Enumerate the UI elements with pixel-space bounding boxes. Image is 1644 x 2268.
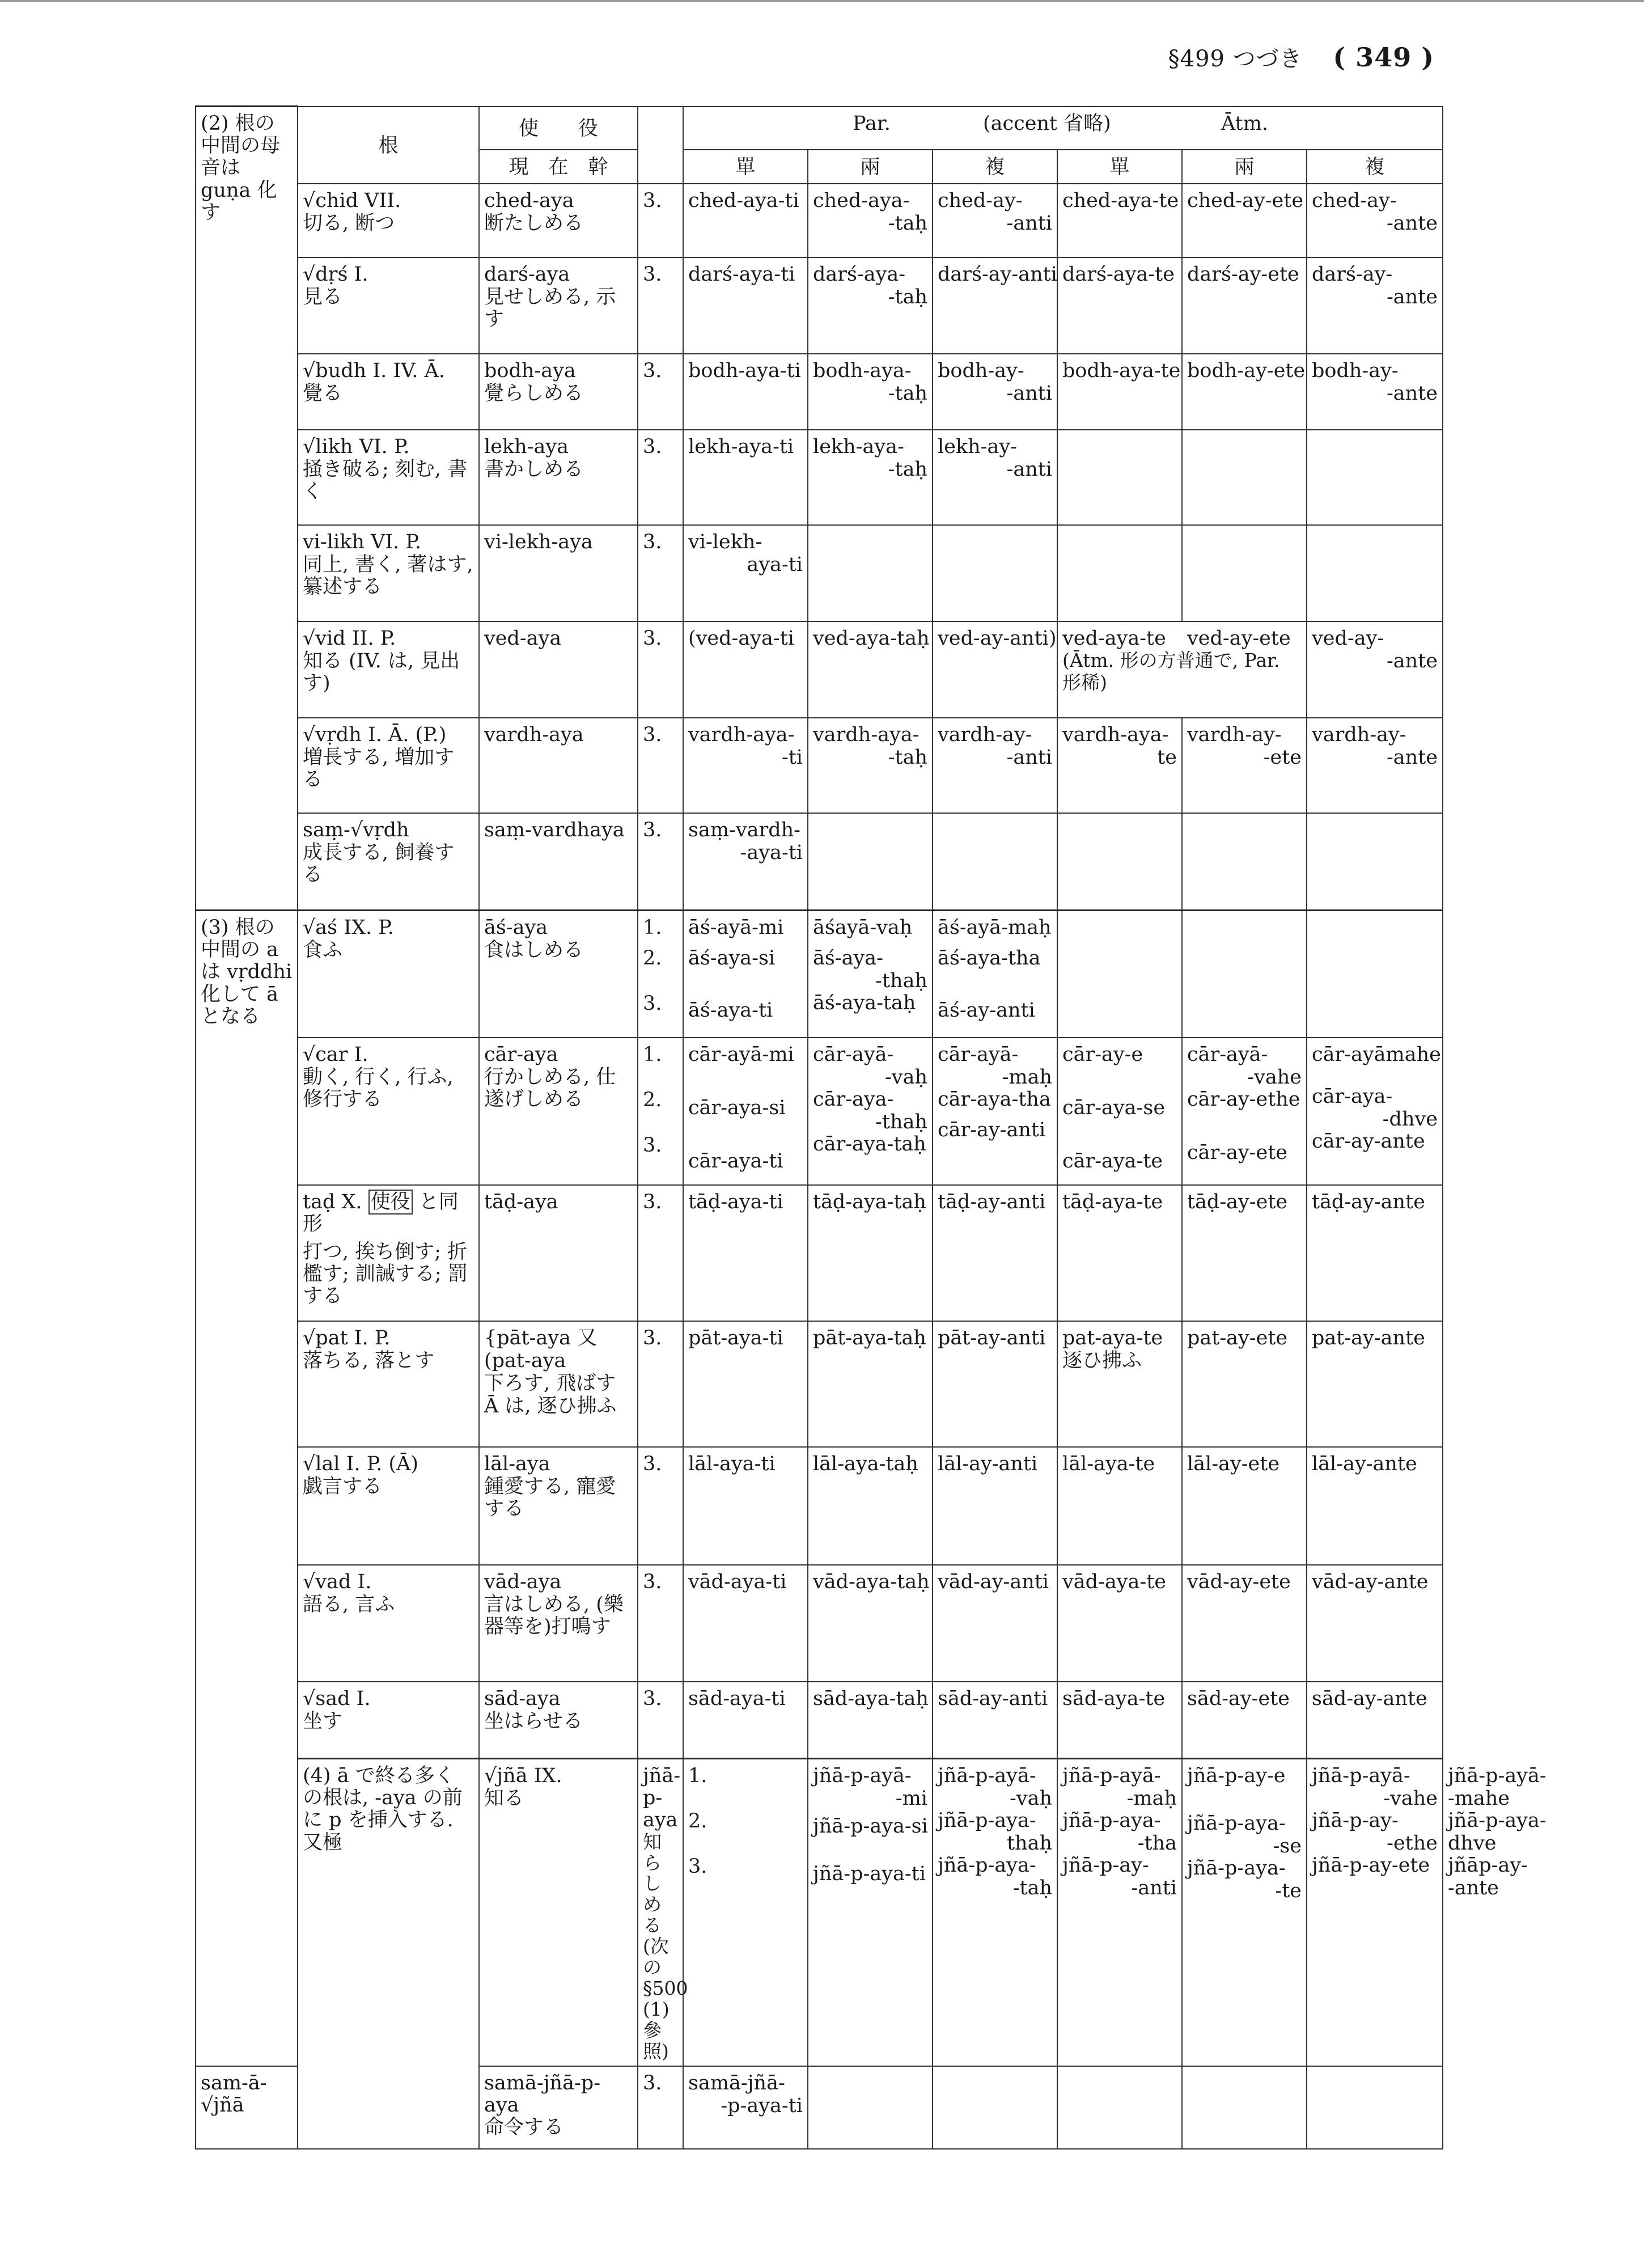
par-pl-cell: āś-ayā-maḥ āś-aya-tha āś-ay-anti <box>933 911 1057 1038</box>
page-number: ( 349 ) <box>1333 42 1434 73</box>
atm-du-cell: sād-ay-ete <box>1182 1682 1307 1759</box>
stem-cell: tāḍ-aya <box>479 1185 638 1321</box>
atm-du-cell: pat-ay-ete <box>1182 1321 1307 1447</box>
header-causative: 使 役 <box>479 107 638 150</box>
header-atm: Ātm. <box>1221 112 1269 135</box>
par-sg-cell: āś-ayā-mi āś-aya-si āś-aya-ti <box>683 911 808 1038</box>
atm-sg-cell: vardh-aya- te <box>1057 718 1182 813</box>
scan-edge-line <box>0 0 1644 2</box>
par-sg-cell: darś-aya-ti <box>683 257 808 354</box>
par-pl-cell: darś-ay-anti <box>933 257 1057 354</box>
atm-pl-cell <box>1307 525 1443 621</box>
par-du-cell: pāt-aya-taḥ <box>808 1321 933 1447</box>
par-pl-cell: ched-ay- -anti <box>933 184 1057 257</box>
root-cell: √dṛś I. 見る <box>298 257 479 354</box>
atm-pl-cell: lāl-ay-ante <box>1307 1447 1443 1565</box>
root-cell: √jñā IX. 知る <box>479 1759 638 2067</box>
par-sg-cell: (ved-aya-ti <box>683 621 808 718</box>
person-cell: 1. 2. 3. <box>638 1038 683 1185</box>
atm-du-cell: darś-ay-ete <box>1182 257 1307 354</box>
stem-cell: vardh-aya <box>479 718 638 813</box>
par-du-cell: bodh-aya- -taḥ <box>808 354 933 430</box>
header-root: 根 <box>298 107 479 184</box>
root-cell: taḍ X. 使役 と同形 打つ, 挨ち倒す; 折檻す; 訓誡する; 罰する <box>298 1185 479 1321</box>
atm-sg-cell <box>1057 813 1182 911</box>
atm-sg-cell: jñā-p-ay-e jñā-p-aya- -se jñā-p-aya- -te <box>1182 1759 1307 2067</box>
table-row <box>196 1038 1443 1185</box>
header-atm-du: 兩 <box>1182 150 1307 184</box>
table-row <box>196 911 1443 1038</box>
par-du-cell: vād-aya-taḥ <box>808 1565 933 1682</box>
root-cell: √aś IX. P. 食ふ <box>298 911 479 1038</box>
person-cell: 3. <box>638 2066 683 2149</box>
stem-cell: vi-lekh-aya <box>479 525 638 621</box>
person-cell: 3. <box>638 718 683 813</box>
person-cell: 3. <box>638 257 683 354</box>
atm-du-cell <box>1182 2066 1307 2149</box>
atm-pl-cell <box>1307 2066 1443 2149</box>
par-pl-cell: pāt-ay-anti <box>933 1321 1057 1447</box>
stem-cell: āś-aya 食はしめる <box>479 911 638 1038</box>
person-cell: 3. <box>638 354 683 430</box>
atm-du-cell <box>1182 430 1307 525</box>
atm-pl-cell: cār-ayāmahe cār-aya- -dhve cār-ay-ante <box>1307 1038 1443 1185</box>
atm-du-cell <box>1182 525 1307 621</box>
person-cell: 3. <box>638 1321 683 1447</box>
person-cell: 3. <box>638 1447 683 1565</box>
atm-sg-cell: sād-aya-te <box>1057 1682 1182 1759</box>
root-cell: vi-likh VI. P. 同上, 書く, 著はす, 纂述する <box>298 525 479 621</box>
group-4-label: (4) ā で終る多くの根は, -aya の前に p を挿入する. 又極 <box>298 1759 479 2149</box>
atm-pl-cell: ched-ay- -ante <box>1307 184 1443 257</box>
header-par-pl: 複 <box>933 150 1057 184</box>
person-cell: 3. <box>638 430 683 525</box>
atm-sg-cell <box>1057 2066 1182 2149</box>
par-pl-cell: cār-ayā- -maḥ cār-aya-tha cār-ay-anti <box>933 1038 1057 1185</box>
par-sg-cell: jñā-p-ayā- -mi jñā-p-aya-si jñā-p-aya-ti <box>808 1759 933 2067</box>
atm-pl-cell <box>1307 430 1443 525</box>
atm-sg-du-cell: ved-aya-te ved-ay-ete (Ātm. 形の方普通で, Par. 形稀) <box>1057 621 1307 718</box>
stem-cell: saṃ-vardhaya <box>479 813 638 911</box>
par-sg-cell: lāl-aya-ti <box>683 1447 808 1565</box>
stem-cell: vād-aya 言はしめる, (樂器等を)打鳴す <box>479 1565 638 1682</box>
par-sg-cell: ched-aya-ti <box>683 184 808 257</box>
stem-cell: ched-aya 断たしめる <box>479 184 638 257</box>
root-cell: √budh I. IV. Ā. 覺る <box>298 354 479 430</box>
par-sg-cell: pāt-aya-ti <box>683 1321 808 1447</box>
table-row <box>196 1565 1443 1682</box>
root-cell: √likh VI. P. 掻き破る; 刻む, 書く <box>298 430 479 525</box>
table-row <box>196 1682 1443 1759</box>
table-row <box>196 1447 1443 1565</box>
person-cell: 3. <box>638 813 683 911</box>
causative-box: 使役 <box>368 1190 413 1215</box>
root-cell: √lal I. P. (Ā) 戯言する <box>298 1447 479 1565</box>
atm-du-cell: vād-ay-ete <box>1182 1565 1307 1682</box>
par-sg-cell: samā-jñā- -p-aya-ti <box>683 2066 808 2149</box>
par-du-cell: vardh-aya- -taḥ <box>808 718 933 813</box>
header-par-du: 兩 <box>808 150 933 184</box>
person-cell: 3. <box>638 621 683 718</box>
atm-du-cell: bodh-ay-ete <box>1182 354 1307 430</box>
par-pl-cell <box>933 2066 1057 2149</box>
atm-pl-cell: darś-ay- -ante <box>1307 257 1443 354</box>
table-row <box>196 430 1443 525</box>
par-du-cell: ved-aya-taḥ <box>808 621 933 718</box>
root-cell: √pat I. P. 落ちる, 落とす <box>298 1321 479 1447</box>
atm-pl-cell: sād-ay-ante <box>1307 1682 1443 1759</box>
person-cell: 1. 2. 3. <box>683 1759 808 2067</box>
person-cell: 3. <box>638 184 683 257</box>
stem-cell: darś-aya 見せしめる, 示す <box>479 257 638 354</box>
table-row <box>196 1321 1443 1447</box>
stem-cell: lāl-aya 鍾愛する, 寵愛する <box>479 1447 638 1565</box>
table-row <box>196 257 1443 354</box>
par-sg-cell: sād-aya-ti <box>683 1682 808 1759</box>
par-du-cell: lekh-aya- -taḥ <box>808 430 933 525</box>
atm-du-cell: vardh-ay- -ete <box>1182 718 1307 813</box>
stem-cell: {pāt-aya 又 (pat-aya 下ろす, 飛ばす Ā は, 逐ひ拂ふ <box>479 1321 638 1447</box>
header-number <box>638 107 683 184</box>
table-row <box>196 718 1443 813</box>
table-row <box>196 184 1443 257</box>
atm-pl-cell: bodh-ay- -ante <box>1307 354 1443 430</box>
root-cell: saṃ-√vṛdh 成長する, 飼養する <box>298 813 479 911</box>
par-sg-cell: tāḍ-aya-ti <box>683 1185 808 1321</box>
root-cell: √chid VII. 切る, 断つ <box>298 184 479 257</box>
par-sg-cell: vād-aya-ti <box>683 1565 808 1682</box>
stem-cell: lekh-aya 書かしめる <box>479 430 638 525</box>
atm-sg-cell: pat-aya-te 逐ひ拂ふ <box>1057 1321 1182 1447</box>
person-cell: 3. <box>638 525 683 621</box>
atm-pl-cell: pat-ay-ante <box>1307 1321 1443 1447</box>
page-header <box>1168 41 1434 73</box>
atm-du-cell: jñā-p-ayā- -vahe jñā-p-ay- -ethe jñā-p-ay-ete <box>1307 1759 1443 2067</box>
root-cell: √sad I. 坐す <box>298 1682 479 1759</box>
stem-cell: cār-aya 行かしめる, 仕遂げしめる <box>479 1038 638 1185</box>
group-2-label: (2) 根の中間の母音は guṇa 化す <box>196 107 298 911</box>
atm-sg-cell <box>1057 525 1182 621</box>
table-row <box>196 1185 1443 1321</box>
atm-sg-cell: cār-ay-e cār-aya-se cār-aya-te <box>1057 1038 1182 1185</box>
par-sg-cell: lekh-aya-ti <box>683 430 808 525</box>
header-par: Par. <box>853 112 891 135</box>
par-sg-cell: vardh-aya- -ti <box>683 718 808 813</box>
atm-pl-cell: ved-ay- -ante <box>1307 621 1443 718</box>
par-du-cell: jñā-p-ayā- -vaḥ jñā-p-aya- thaḥ jñā-p-aya- -taḥ <box>933 1759 1057 2067</box>
section-ref: §499 つづき <box>1168 46 1303 72</box>
par-pl-cell: lāl-ay-anti <box>933 1447 1057 1565</box>
par-pl-cell: lekh-ay- -anti <box>933 430 1057 525</box>
par-pl-cell: sād-ay-anti <box>933 1682 1057 1759</box>
root-cell: √car I. 動く, 行く, 行ふ, 修行する <box>298 1038 479 1185</box>
person-cell: 1. 2. 3. <box>638 911 683 1038</box>
par-du-cell: tāḍ-aya-taḥ <box>808 1185 933 1321</box>
atm-pl-cell <box>1307 911 1443 1038</box>
atm-du-cell: lāl-ay-ete <box>1182 1447 1307 1565</box>
atm-pl-cell: vardh-ay- -ante <box>1307 718 1443 813</box>
atm-pl-cell: vād-ay-ante <box>1307 1565 1443 1682</box>
atm-sg-cell: darś-aya-te <box>1057 257 1182 354</box>
par-pl-cell: bodh-ay- -anti <box>933 354 1057 430</box>
par-sg-cell: vi-lekh- aya-ti <box>683 525 808 621</box>
par-pl-cell <box>933 525 1057 621</box>
table-row: (4) ā で終る多くの根は, -aya の前に p を挿入する. 又極 √jñā IX. 知る jñā-p-aya 知らしめる (次の §500 (1) 參照) 1. 2. 3. jñā-p-ayā- -mi jñā-p-aya-si jñā-p-aya-ti jñā-p-ayā- -vaḥ jñā-p-aya- thaḥ jñā-p-aya- -taḥ jñā-p-ayā- -maḥ jñā-p-aya- -tha jñā-p-ay- -anti jñā-p-ay-e jñā-p-aya- -se jñā-p-aya- -te jñā-p-ayā- -vahe jñā-p-ay- -ethe jñā-p-ay-ete jñā-p-ayā- -mahe jñā-p-aya- dhve jñāp-ay- -ante <box>196 1759 1443 2067</box>
header-atm-pl: 複 <box>1307 150 1443 184</box>
par-pl-cell: vād-ay-anti <box>933 1565 1057 1682</box>
header-present-stem: 現 在 幹 <box>479 150 638 184</box>
par-du-cell: ched-aya- -taḥ <box>808 184 933 257</box>
atm-sg-cell: lāl-aya-te <box>1057 1447 1182 1565</box>
table-row <box>196 621 1443 718</box>
atm-du-cell: cār-ayā- -vahe cār-ay-ethe cār-ay-ete <box>1182 1038 1307 1185</box>
header-voices <box>683 107 1443 150</box>
group-3-label: (3) 根の中間の a は vṛddhi 化して ā となる <box>196 911 298 2067</box>
par-du-cell <box>808 2066 933 2149</box>
table-row <box>196 525 1443 621</box>
table-row <box>196 813 1443 911</box>
person-cell: 3. <box>638 1185 683 1321</box>
root-cell: √vṛdh I. Ā. (P.) 増長する, 増加する <box>298 718 479 813</box>
atm-du-cell: tāḍ-ay-ete <box>1182 1185 1307 1321</box>
stem-cell: samā-jñā-p-aya 命令する <box>479 2066 638 2149</box>
stem-cell: jñā-p-aya 知らしめる (次の §500 (1) 參照) <box>638 1759 683 2067</box>
par-pl-cell <box>933 813 1057 911</box>
root-cell: sam-ā-√jñā <box>196 2066 298 2149</box>
atm-sg-cell: ched-aya-te <box>1057 184 1182 257</box>
par-pl-cell: tāḍ-ay-anti <box>933 1185 1057 1321</box>
table-row <box>196 354 1443 430</box>
stem-cell: bodh-aya 覺らしめる <box>479 354 638 430</box>
par-du-cell <box>808 525 933 621</box>
par-du-cell <box>808 813 933 911</box>
atm-du-cell <box>1182 813 1307 911</box>
stem-cell: ved-aya <box>479 621 638 718</box>
atm-pl-cell: tāḍ-ay-ante <box>1307 1185 1443 1321</box>
par-pl-cell: jñā-p-ayā- -maḥ jñā-p-aya- -tha jñā-p-ay- -anti <box>1057 1759 1182 2067</box>
atm-sg-cell <box>1057 911 1182 1038</box>
par-sg-cell: bodh-aya-ti <box>683 354 808 430</box>
header-accent: (accent 省略) <box>983 112 1111 135</box>
atm-sg-cell: vād-aya-te <box>1057 1565 1182 1682</box>
atm-sg-cell <box>1057 430 1182 525</box>
par-du-cell: darś-aya- -taḥ <box>808 257 933 354</box>
par-pl-cell: ved-ay-anti) <box>933 621 1057 718</box>
person-cell: 3. <box>638 1682 683 1759</box>
stem-cell: sād-aya 坐はらせる <box>479 1682 638 1759</box>
atm-sg-cell: bodh-aya-te <box>1057 354 1182 430</box>
par-du-cell: lāl-aya-taḥ <box>808 1447 933 1565</box>
root-cell: √vad I. 語る, 言ふ <box>298 1565 479 1682</box>
atm-sg-cell: tāḍ-aya-te <box>1057 1185 1182 1321</box>
par-pl-cell: vardh-ay- -anti <box>933 718 1057 813</box>
par-du-cell: āśayā-vaḥ āś-aya- -thaḥ āś-aya-taḥ <box>808 911 933 1038</box>
atm-pl-cell <box>1307 813 1443 911</box>
par-sg-cell: saṃ-vardh- -aya-ti <box>683 813 808 911</box>
atm-du-cell <box>1182 911 1307 1038</box>
header-atm-sg: 單 <box>1057 150 1182 184</box>
par-du-cell: cār-ayā- -vaḥ cār-aya- -thaḥ cār-aya-taḥ <box>808 1038 933 1185</box>
person-cell: 3. <box>638 1565 683 1682</box>
par-sg-cell: cār-ayā-mi cār-aya-si cār-aya-ti <box>683 1038 808 1185</box>
par-du-cell: sād-aya-taḥ <box>808 1682 933 1759</box>
conjugation-table-body <box>195 105 1546 2149</box>
root-cell: √vid II. P. 知る (IV. は, 見出す) <box>298 621 479 718</box>
header-par-sg: 單 <box>683 150 808 184</box>
atm-du-cell: ched-ay-ete <box>1182 184 1307 257</box>
usage-note: (Ātm. 形の方普通で, Par. 形稀) <box>1062 649 1280 693</box>
